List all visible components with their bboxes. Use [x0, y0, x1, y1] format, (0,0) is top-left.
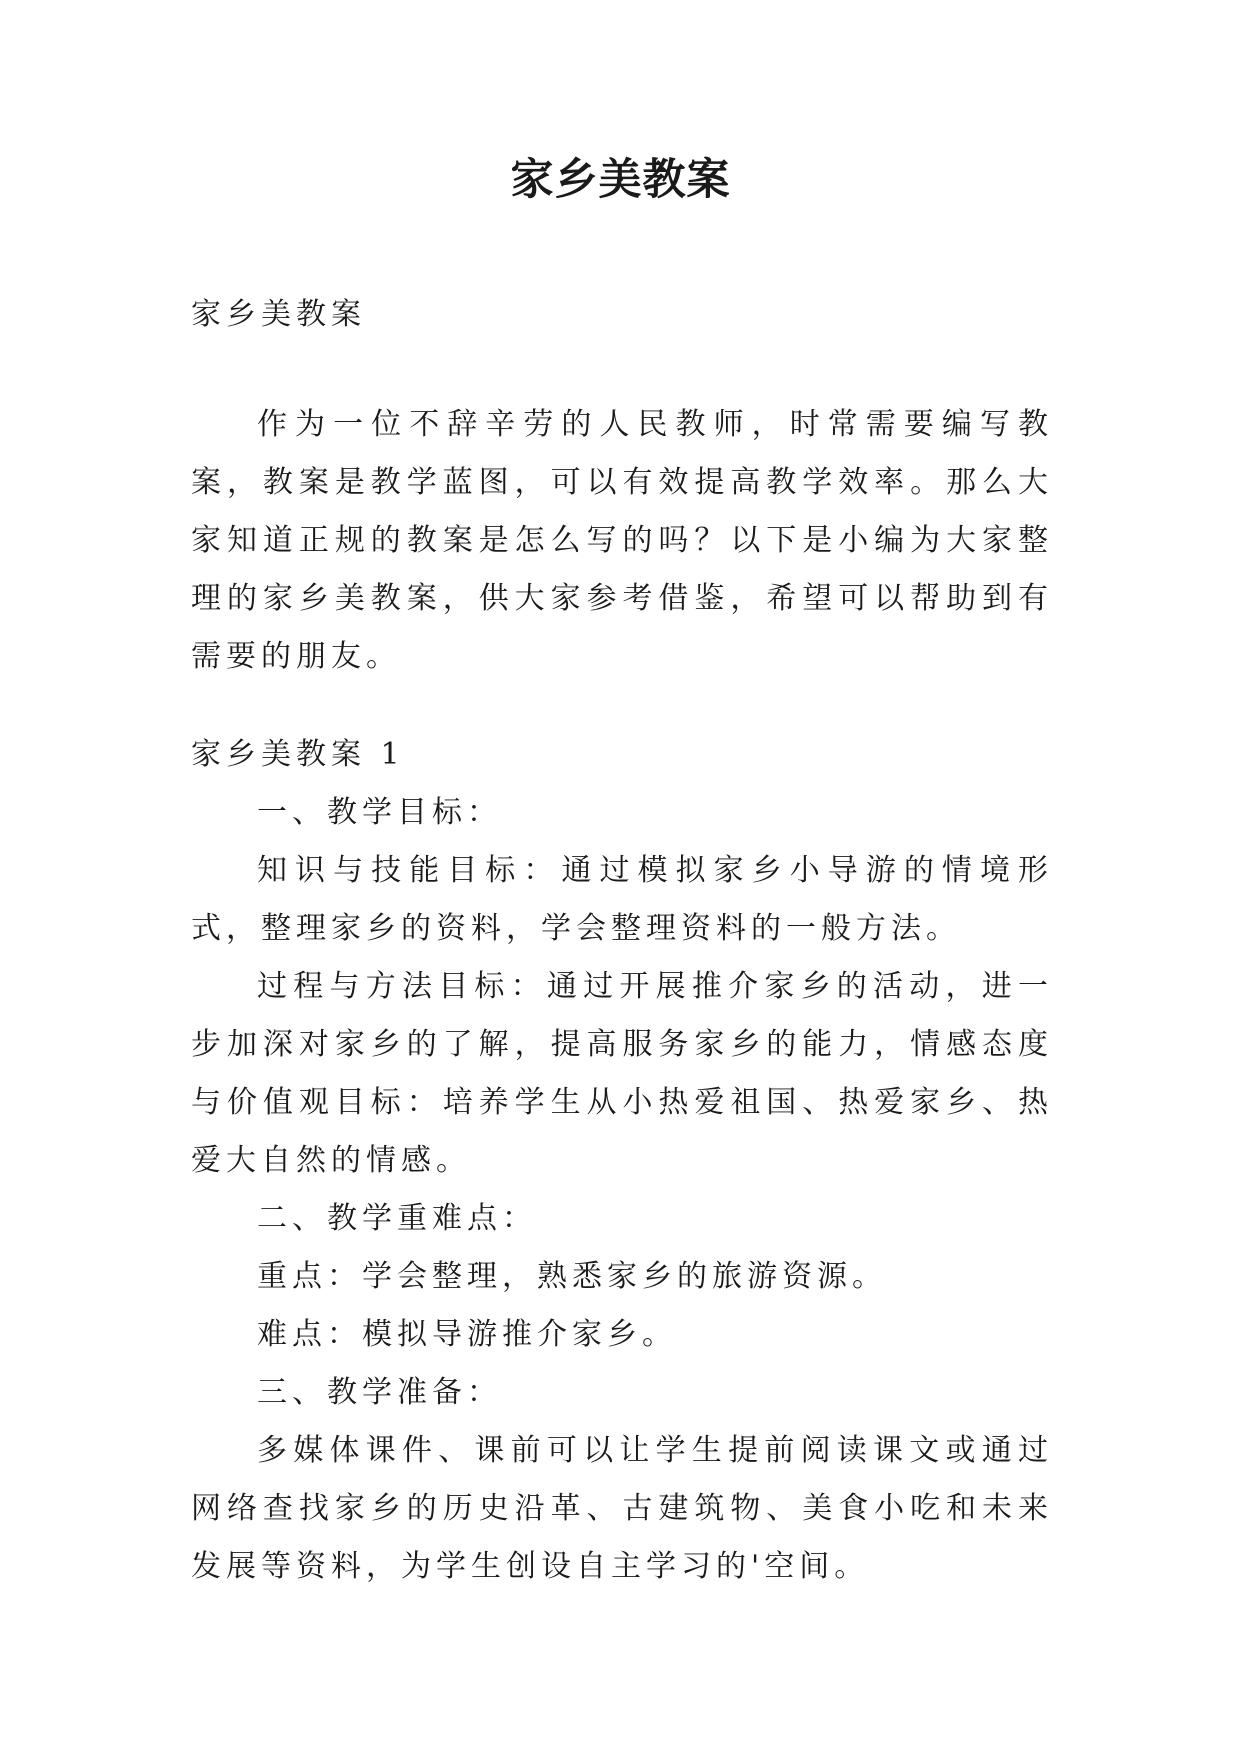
intro-paragraph: 作为一位不辞辛劳的人民教师，时常需要编写教案，教案是教学蓝图，可以有效提高教学效率。那么大家知道正规的教案是怎么写的吗？以下是小编为大家整理的家乡美教案，供大家参考借鉴，希望可以帮助到有需要的朋友。: [191, 407, 1053, 674]
keypoints-heading: 二、教学重难点：: [257, 1201, 537, 1236]
document-subtitle: 家乡美教案: [191, 297, 366, 332]
goals-heading: 一、教学目标：: [257, 795, 502, 830]
document-body: [191, 286, 1053, 1596]
prep-heading: 三、教学准备：: [257, 1375, 502, 1410]
keypoint-paragraph: 重点：学会整理，熟悉家乡的旅游资源。: [257, 1259, 887, 1294]
difficulty-paragraph: 难点：模拟导游推介家乡。: [257, 1317, 677, 1352]
section-heading: 家乡美教案 1: [191, 737, 405, 772]
document-title: 家乡美教案: [510, 155, 731, 205]
goal-knowledge-paragraph: 知识与技能目标：通过模拟家乡小导游的情境形式，整理家乡的资料，学会整理资料的一般方法。: [191, 853, 1053, 946]
prep-paragraph: 多媒体课件、课前可以让学生提前阅读课文或通过网络查找家乡的历史沿革、古建筑物、美食小吃和未来发展等资料，为学生创设自主学习的'空间。: [191, 1433, 1053, 1584]
goal-process-paragraph: 过程与方法目标：通过开展推介家乡的活动，进一步加深对家乡的了解，提高服务家乡的能力，情感态度与价值观目标：培养学生从小热爱祖国、热爱家乡、热爱大自然的情感。: [191, 969, 1053, 1178]
